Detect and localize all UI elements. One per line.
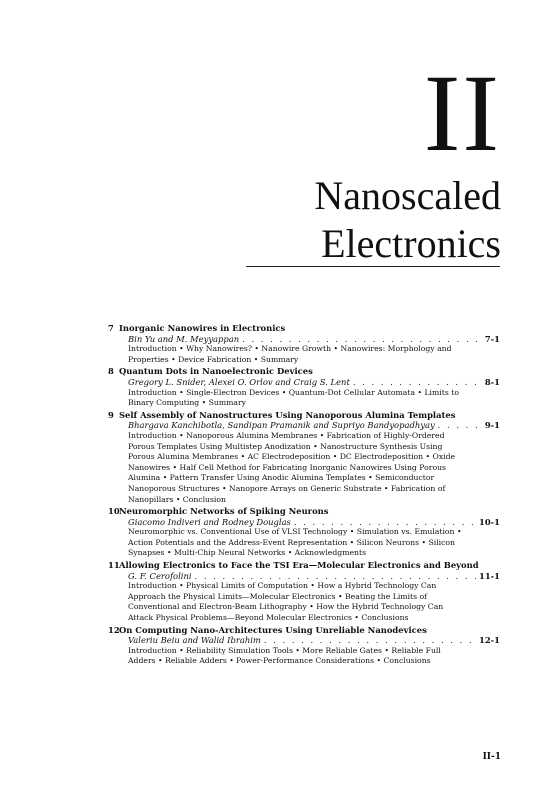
chapter-title[interactable]: Neuromorphic Networks of Spiking Neurons	[119, 506, 329, 517]
dot-leader	[438, 420, 482, 431]
chapter-authors: Valeriu Beiu and Walid Ibrahim	[128, 635, 261, 646]
chapter-title[interactable]: Allowing Electronics to Face the TSI Era—Molecular Electronics and Beyond	[119, 560, 479, 571]
part-number: II	[423, 52, 501, 174]
chapter-page[interactable]: 10-1	[479, 516, 500, 527]
chapter-number: 7	[108, 323, 114, 333]
chapter-entry[interactable]	[108, 410, 500, 505]
chapter-topics: Introduction • Single-Electron Devices • Quantum-Dot Cellular Automata • Limits to Binary Computing • Summary	[128, 387, 459, 408]
author-line	[108, 420, 500, 431]
dot-leader	[294, 517, 476, 528]
chapter-title[interactable]: On Computing Nano-Architectures Using Unreliable Nanodevices	[119, 624, 427, 635]
chapter-page[interactable]: 12-1	[479, 635, 500, 646]
chapter-entry[interactable]	[108, 366, 500, 408]
part-title-line2: Electronics	[321, 221, 501, 266]
chapter-page[interactable]: 9-1	[484, 420, 500, 431]
chapter-number: 9	[108, 409, 114, 420]
chapter-topics: Neuromorphic vs. Conventional Use of VLSI Technology • Simulation vs. Emulation • Action Potentials and the Address-Event Representation • Silicon Neurons • Silicon Synapses • Multi-Chip Neural Networks • Acknowledgments	[128, 527, 462, 558]
page-folio: II-1	[482, 752, 501, 762]
dot-leader	[353, 377, 482, 388]
chapter-topics: Introduction • Physical Limits of Computation • How a Hybrid Technology Can Approach the Physical Limits—Molecular Electronics • Beating the Limits of Conventional and Electron-Beam Lithography • How the Hybrid Technology Can Attack Physical Problems—Beyond Molecular Electronics • Conclusions	[128, 581, 444, 623]
author-line	[108, 635, 500, 646]
chapter-topics: Introduction • Nanoporous Alumina Membranes • Fabrication of Highly-Ordered Porous Templates Using Multistep Anodization • Nanostructure Synthesis Using Porous Alumina Membranes • AC Electrodeposition • DC Electrodeposition • Oxide Nanowires • Half Cell Method for Fabricating Inorganic Nanowires Using Porous Alumina • Pattern Transfer Using Anodic Alumina Templates • Semiconductor Nanoporous Structures • Nanopore Arrays on Generic Substrate • Fabrication of Nanopillars • Conclusion	[128, 430, 456, 504]
dot-leader	[242, 334, 482, 345]
chapter-entry[interactable]	[108, 560, 500, 624]
table-of-contents	[108, 323, 500, 668]
chapter-number: 10	[108, 506, 120, 517]
dot-leader	[195, 571, 477, 582]
chapter-number: 8	[108, 366, 114, 377]
chapter-topics: Introduction • Why Nanowires? • Nanowire Growth • Nanowires: Morphology and Properties • Device Fabrication • Summary	[128, 344, 452, 364]
chapter-page[interactable]: 7-1	[484, 333, 500, 344]
part-title-line1: Nanoscaled	[314, 173, 501, 218]
chapter-authors: Bhargava Kanchibotla, Sandipan Pramanik and Supriyo Bandyopadhyay	[128, 420, 435, 431]
author-line	[108, 377, 500, 388]
chapter-page[interactable]: 8-1	[484, 376, 500, 387]
chapter-title[interactable]: Quantum Dots in Nanoelectronic Devices	[119, 366, 313, 377]
part-title	[314, 172, 501, 268]
chapter-authors: Giacomo Indiveri and Rodney Douglas	[128, 516, 291, 527]
author-line	[108, 334, 500, 345]
chapter-title[interactable]: Self Assembly of Nanostructures Using Nanoporous Alumina Templates	[119, 409, 456, 420]
author-line	[108, 571, 500, 582]
author-line	[108, 517, 500, 528]
chapter-authors: Gregory L. Snider, Alexei O. Orlov and Craig S. Lent	[128, 376, 350, 387]
title-rule	[246, 266, 500, 267]
chapter-number: 11	[108, 560, 120, 571]
chapter-authors: Bin Yu and M. Meyyappan	[128, 333, 240, 344]
dot-leader	[264, 635, 476, 646]
chapter-title[interactable]: Inorganic Nanowires in Electronics	[119, 323, 286, 333]
chapter-number: 12	[108, 624, 120, 635]
chapter-topics: Introduction • Reliability Simulation Tools • More Reliable Gates • Reliable Full Adders • Reliable Adders • Power-Performance Considerations • Conclusions	[128, 645, 441, 666]
chapter-authors: G. F. Cerofolini	[128, 570, 192, 581]
chapter-entry[interactable]	[108, 625, 500, 667]
chapter-entry[interactable]	[108, 506, 500, 559]
chapter-page[interactable]: 11-1	[479, 570, 500, 581]
chapter-entry[interactable]	[108, 323, 500, 365]
